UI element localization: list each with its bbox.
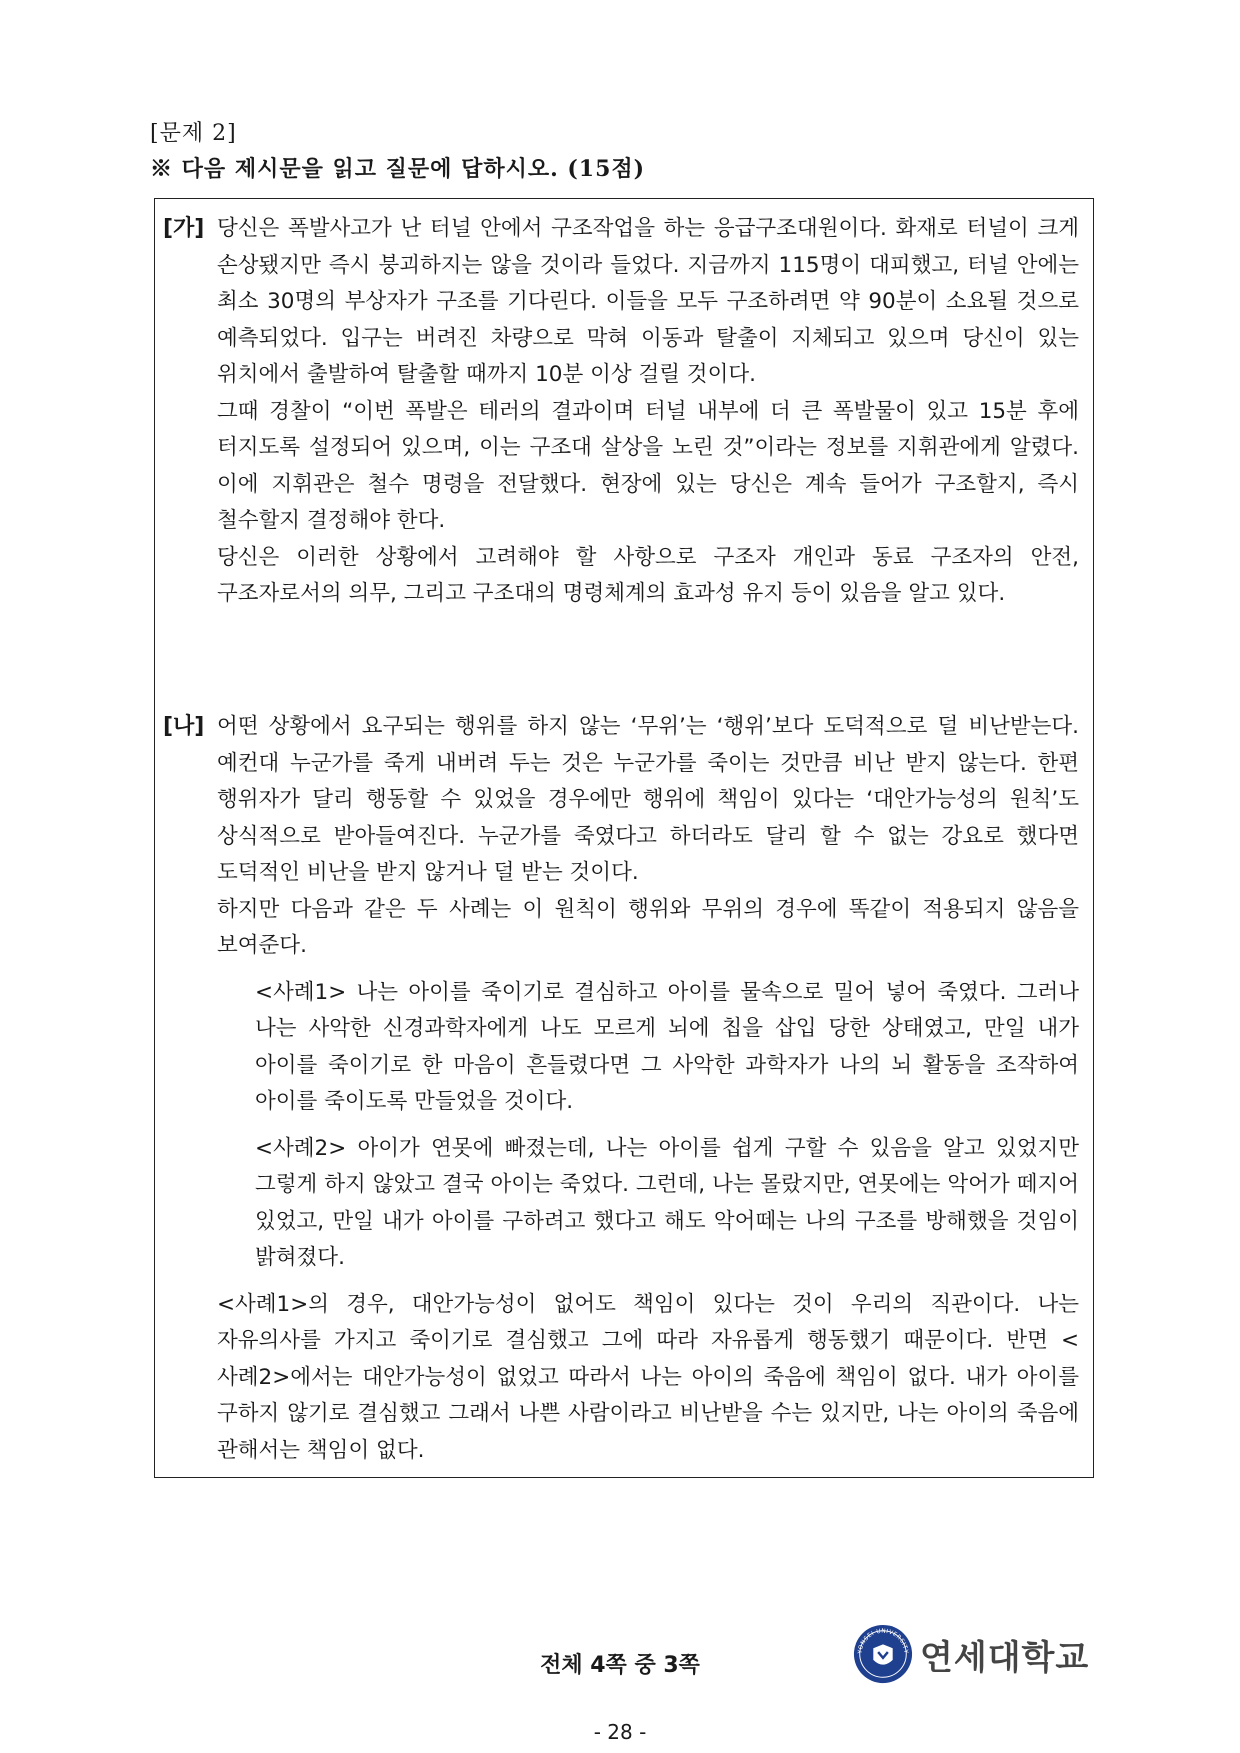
passage-na-conclusion: <사례1>의 경우, 대안가능성이 없어도 책임이 있다는 것이 우리의 직관이다. 나는 자유의사를 가지고 죽이기로 결심했고 그에 따라 자유롭게 행동했기 때문이다. 반면 <사례2>에서는 대안가능성이 없었고 따라서 나는 아이의 죽음에 책임이 없다. 내가 아이를 구하지 않기로 결심했고 그래서 나쁜 사람이라고 비난받을 수는 있지만, 나는 아이의 죽음에 관해서는 책임이 없다.	[217, 1291, 1079, 1463]
case-1: <사례1> 나는 아이를 죽이기로 결심하고 아이를 물속으로 밀어 넣어 죽였다. 그러나 나는 사악한 신경과학자에게 나도 모르게 뇌에 칩을 삽입 당한 상태였고, 만일 내가 아이를 죽이기로 한 마음이 흔들렸다면 그 사악한 과학자가 나의 뇌 활동을 조작하여 아이를 죽이도록 만들었을 것이다.	[255, 979, 1079, 1114]
university-seal-icon	[852, 1623, 914, 1685]
passage-ga-body	[217, 211, 1079, 613]
question-instruction: ※ 다음 제시문을 읽고 질문에 답하시오. (15점)	[150, 156, 646, 182]
page-info: 전체 4쪽 중 3쪽	[540, 1653, 700, 1678]
passage-na-body	[217, 709, 1079, 1469]
passage-ga-paragraph: 당신은 이러한 상황에서 고려해야 할 사항으로 구조자 개인과 동료 구조자의 안전, 구조자로서의 의무, 그리고 구조대의 명령체계의 효과성 유지 등이 있음을 알고 있다.	[217, 544, 1079, 606]
case-2: <사례2> 아이가 연못에 빠졌는데, 나는 아이를 쉽게 구할 수 있음을 알고 있었지만 그렇게 하지 않았고 결국 아이는 죽었다. 그런데, 나는 몰랐지만, 연못에는 악어가 떼지어 있었고, 만일 내가 아이를 구하려고 했다고 해도 악어떼는 나의 구조를 방해했을 것임이 밝혀졌다.	[255, 1135, 1079, 1270]
passage-box	[154, 198, 1094, 1478]
seal-text: YONSEI UNIVERSITY	[857, 1628, 909, 1654]
university-logo	[852, 1622, 1089, 1686]
question-title: [문제 2]	[150, 121, 237, 146]
passage-ga-paragraph: 당신은 폭발사고가 난 터널 안에서 구조작업을 하는 응급구조대원이다. 화재로 터널이 크게 손상됐지만 즉시 붕괴하지는 않을 것이라 들었다. 지금까지 115명이 대피했고, 터널 안에는 최소 30명의 부상자가 구조를 기다린다. 이들을 모두 구조하려면 약 90분이 소요될 것으로 예측되었다. 입구는 버려진 차량으로 막혀 이동과 탈출이 지체되고 있으며 당신이 있는 위치에서 출발하여 탈출할 때까지 10분 이상 걸릴 것이다.	[217, 216, 1079, 387]
passage-na-paragraph: 어떤 상황에서 요구되는 행위를 하지 않는 ‘무위’는 ‘행위’보다 도덕적으로 덜 비난받는다. 예컨대 누군가를 죽게 내버려 두는 것은 누군가를 죽이는 것만큼 비난 받지 않는다. 한편 행위자가 달리 행동할 수 있었을 경우에만 행위에 책임이 있다는 ‘대안가능성의 원칙’도 상식적으로 받아들여진다. 누군가를 죽였다고 하더라도 달리 할 수 없는 강요로 했다면 도덕적인 비난을 받지 않거나 덜 받는 것이다.	[217, 714, 1079, 885]
university-name: 연세대학교	[920, 1637, 1090, 1678]
passage-ga-paragraph: 그때 경찰이 “이번 폭발은 테러의 결과이며 터널 내부에 더 큰 폭발물이 있고 15분 후에 터지도록 설정되어 있으며, 이는 구조대 살상을 노린 것”이라는 정보를 지휘관에게 알렸다. 이에 지휘관은 철수 명령을 전달했다. 현장에 있는 당신은 계속 들어가 구조할지, 즉시 철수할지 결정해야 한다.	[217, 398, 1079, 533]
page-number: - 28 -	[593, 1720, 647, 1744]
passage-na-label: [나]	[163, 714, 205, 739]
passage-na-paragraph: 하지만 다음과 같은 두 사례는 이 원칙이 행위와 무위의 경우에 똑같이 적용되지 않음을 보여준다.	[217, 896, 1079, 958]
passage-ga-label: [가]	[163, 216, 205, 241]
